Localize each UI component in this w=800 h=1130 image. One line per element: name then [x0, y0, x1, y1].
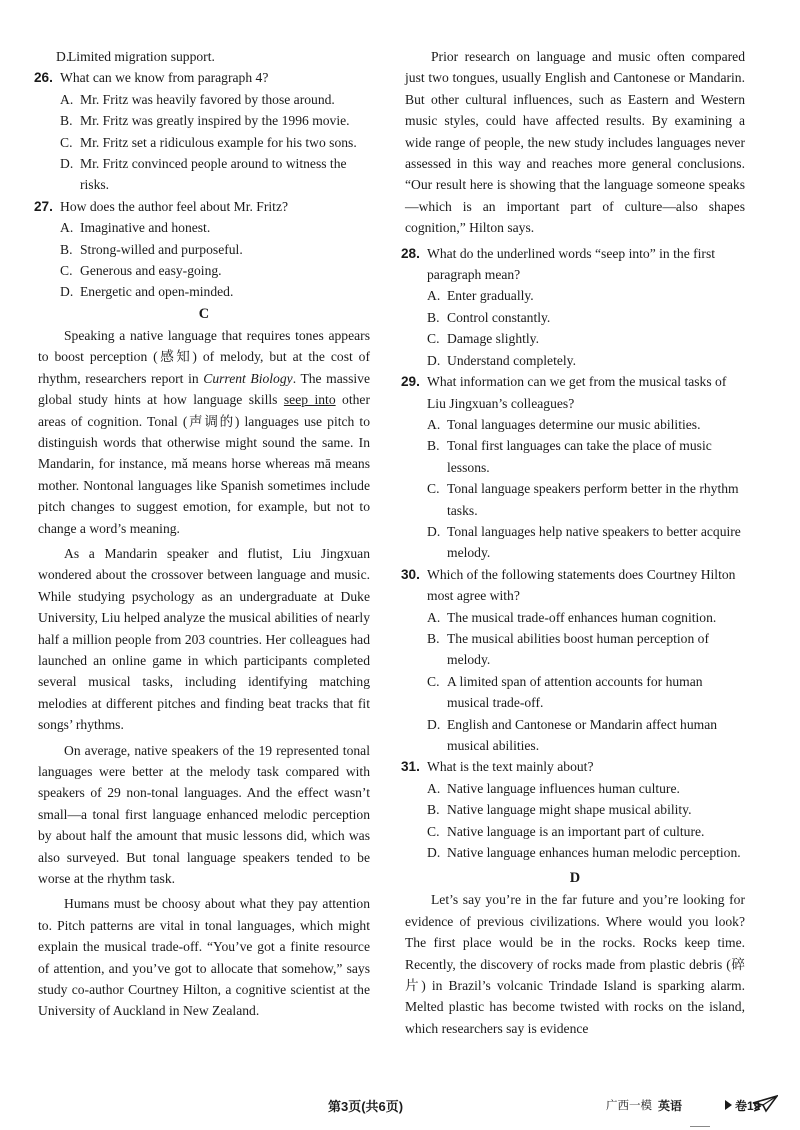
q31-option-d: D. Native language enhances human melodic perception.	[427, 845, 741, 861]
question-31: 31. What is the text mainly about? A. Native language influences human culture. B. Native language might shape musical ability. C. Native language is an important part of culture. D. Native language enhances human melodic perception.	[405, 756, 745, 863]
q28-option-d: D. Understand completely.	[427, 352, 576, 368]
passage-d-paragraph-1: Let’s say you’re in the far future and you’re looking for evidence of previous civilizations. Where would you look? The first place would be in the rocks. Rocks keep time. Recently, the discovery of rocks made from plastic debris (碎片) in Brazil’s volcanic Trindade Island is sparking alarm. Melted plastic has become twisted with rocks on the island, which researchers say is evidence	[405, 892, 745, 1036]
journal-title: Current Biology	[203, 370, 293, 386]
q25-option-d: D. Limited migration support.	[56, 49, 215, 64]
question-28: 28. What do the underlined words “seep into” in the first paragraph mean? A. Enter gradually. B. Control constantly. C. Damage slightly. D. Understand completely.	[405, 243, 745, 371]
section-d-heading: D	[569, 870, 581, 887]
footer-rule	[690, 1126, 710, 1127]
exam-series: 广西一模	[606, 1100, 652, 1112]
arrow-icon	[725, 1100, 732, 1110]
page-number: 第3页(共6页)	[328, 1099, 404, 1114]
q30-option-b: B. The musical abilities boost human perception of melody.	[427, 630, 709, 668]
q26-option-b: B. Mr. Fritz was greatly inspired by the 1996 movie.	[60, 113, 350, 129]
right-column	[401, 46, 745, 1043]
q31-option-a: A. Native language influences human culture.	[427, 780, 680, 796]
passage-c-paragraph-4: Humans must be choosy about what they pay attention to. Pitch patterns are vital in tonal languages, which might explain the musical trade-off. “You’ve got a finite resource of attention, and you’ve got to allocate that somehow,” says study co-author Courtney Hilton, a cognitive scientist at the University of Auckland in New Zealand.	[38, 896, 370, 1019]
paper-plane-logo-icon	[752, 1094, 778, 1114]
q27-option-b: B. Strong-willed and purposeful.	[60, 241, 243, 257]
q31-option-c: C. Native language is an important part of culture.	[427, 823, 705, 839]
question-26: 26. What can we know from paragraph 4? A. Mr. Fritz was heavily favored by those around. B. Mr. Fritz was greatly inspired by the 1996 movie. C. Mr. Fritz set a ridiculous example for his two sons. D. Mr. Fritz convinced people around to witness the risks.	[38, 67, 370, 195]
q27-option-a: A. Imaginative and honest.	[60, 220, 211, 236]
underlined-phrase: seep into	[283, 392, 336, 408]
q29-option-a: A. Tonal languages determine our music abilities.	[427, 416, 701, 432]
q26-option-d: D. Mr. Fritz convinced people around to witness the risks.	[60, 156, 347, 193]
q27-option-c: C. Generous and easy-going.	[60, 263, 222, 279]
q26-option-c: C. Mr. Fritz set a ridiculous example for his two sons.	[60, 134, 357, 150]
section-c-heading: C	[198, 305, 210, 322]
passage-c-paragraph-5: Prior research on language and music often compared just two tongues, usually English and Cantonese or Mandarin. But other cultural influences, such as Eastern and Western music styles, could have affected results. By examining a wide range of people, the new study includes languages never assessed in this way and reaches more general conclusions. “Our result here is showing that the language someone speaks—which is an important part of culture—also shapes cognition,” Hilton says.	[405, 49, 745, 236]
q29-option-d: D. Tonal languages help native speakers to better acquire melody.	[427, 523, 741, 561]
paper-number: 卷19	[735, 1099, 761, 1113]
question-29: 29. What information can we get from the musical tasks of Liu Jingxuan’s colleagues? A. Tonal languages determine our music abilities. B. Tonal first languages can take the place of music lessons. C. Tonal language speakers perform better in the rhythm tasks. D. Tonal languages help native speakers to better acquire melody.	[405, 371, 745, 564]
page-footer	[0, 1096, 800, 1118]
q27-option-d: D. Energetic and open-minded.	[60, 284, 234, 300]
q28-option-b: B. Control constantly.	[427, 309, 551, 325]
q29-option-b: B. Tonal first languages can take the place of music lessons.	[427, 438, 712, 475]
passage-c-paragraph-1: Speaking a native language that requires tones appears to boost perception (感知) of melody, but at the cost of rhythm, researchers report in Current Biology. The massive global study hints at how language skills seep into other areas of cognition. Tonal (声调的) languages use pitch to distinguish words that otherwise might sound the same. In Mandarin, for instance, mǎ means horse whereas mā means mother. Nontonal languages like Spanish sometimes include pitch changes to suggest emotion, for example, but not to change a word’s meaning.	[38, 327, 370, 536]
subject-label: 英语	[658, 1099, 683, 1113]
question-27: 27. How does the author feel about Mr. Fritz? A. Imaginative and honest. B. Strong-willed and purposeful. C. Generous and easy-going. D. Energetic and open-minded.	[38, 196, 370, 303]
q31-option-b: B. Native language might shape musical ability.	[427, 802, 692, 818]
q26-option-a: A. Mr. Fritz was heavily favored by those around.	[60, 91, 335, 107]
q30-option-c: C. A limited span of attention accounts for human musical trade-off.	[427, 673, 703, 711]
passage-c-paragraph-2: As a Mandarin speaker and flutist, Liu Jingxuan wondered about the crossover between language and music. While studying psychology as an undergraduate at Duke University, Liu helped analyze the musical abilities of nearly half a million people from 203 countries. Her colleagues had launched an online game in which participants completed several musical tasks, including identifying matching melodies at different pitches and finding beat tracks that fit songs’ rhythms.	[38, 545, 370, 733]
q28-option-a: A. Enter gradually.	[427, 288, 534, 304]
q30-option-d: D. English and Cantonese or Mandarin affect human musical abilities.	[427, 716, 718, 753]
question-30: 30. Which of the following statements does Courtney Hilton most agree with? A. The musical trade-off enhances human cognition. B. The musical abilities boost human perception of melody. C. A limited span of attention accounts for human musical trade-off. D. English and Cantonese or Mandarin affect human musical abilities.	[405, 564, 745, 757]
passage-c-paragraph-3: On average, native speakers of the 19 represented tonal languages were better at the melody task compared with speakers of 29 non-tonal languages. And the effect wasn’t small—a tonal first language enhanced melodic perception by about half the amount that music lessons did, which was also surveyed. But tonal language speakers tended to be worse at the rhythm task.	[38, 742, 370, 887]
q29-option-c: C. Tonal language speakers perform better in the rhythm tasks.	[427, 481, 739, 518]
left-column	[34, 46, 370, 1026]
q30-option-a: A. The musical trade-off enhances human cognition.	[427, 609, 717, 625]
q28-option-c: C. Damage slightly.	[427, 331, 539, 347]
